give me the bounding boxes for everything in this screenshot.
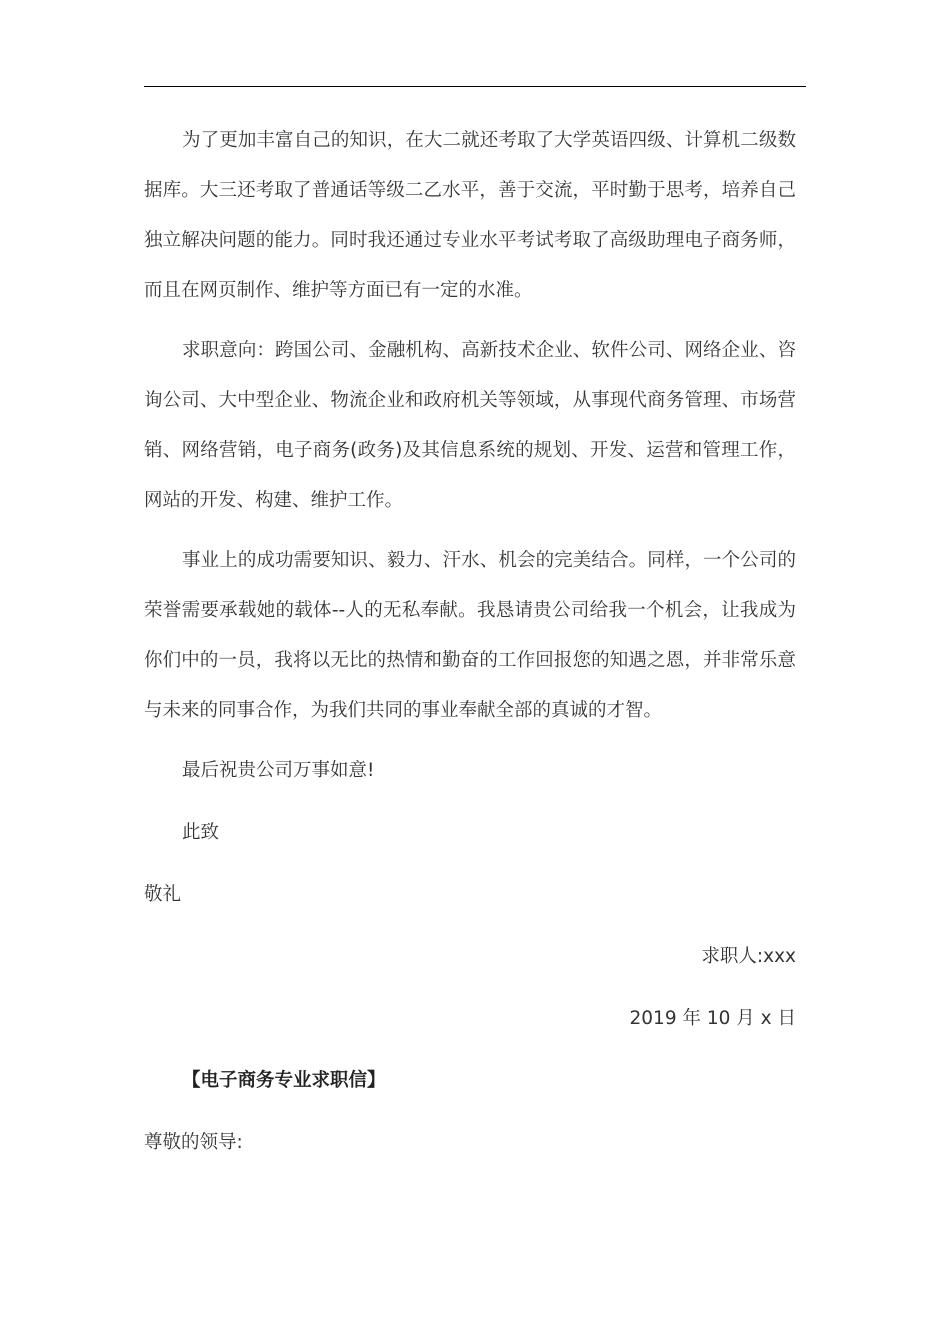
paragraph-job-intention: 求职意向：跨国公司、金融机构、高新技术企业、软件公司、网络企业、咨询公司、大中型企业、物流企业和政府机关等领域，从事现代商务管理、市场营销、网络营销，电子商务(政务)及其信息系统的规划、开发、运营和管理工作，网站的开发、构建、维护工作。	[144, 340, 796, 511]
signature: 求职人:xxx	[701, 946, 796, 967]
salutation-cizhi: 此致	[182, 822, 220, 843]
next-letter-greeting: 尊敬的领导:	[144, 1132, 243, 1153]
letter-body	[144, 116, 796, 1180]
salutation-jingli: 敬礼	[144, 884, 182, 905]
letter-date: 2019 年 10 月 x 日	[629, 1008, 796, 1029]
next-letter-title: 【电子商务专业求职信】	[182, 1070, 386, 1091]
closing-wish: 最后祝贵公司万事如意!	[182, 760, 375, 781]
paragraph-commitment: 事业上的成功需要知识、毅力、汗水、机会的完美结合。同样，一个公司的荣誉需要承载她的载体--人的无私奉献。我恳请贵公司给我一个机会，让我成为你们中的一员，我将以无比的热情和勤奋的工作回报您的知遇之恩，并非常乐意与未来的同事合作，为我们共同的事业奉献全部的真诚的才智。	[144, 550, 796, 721]
paragraph-qualifications: 为了更加丰富自己的知识，在大二就还考取了大学英语四级、计算机二级数据库。大三还考取了普通话等级二乙水平，善于交流，平时勤于思考，培养自己独立解决问题的能力。同时我还通过专业水平考试考取了高级助理电子商务师，而且在网页制作、维护等方面已有一定的水准。	[144, 130, 796, 301]
header-rule	[144, 86, 806, 87]
